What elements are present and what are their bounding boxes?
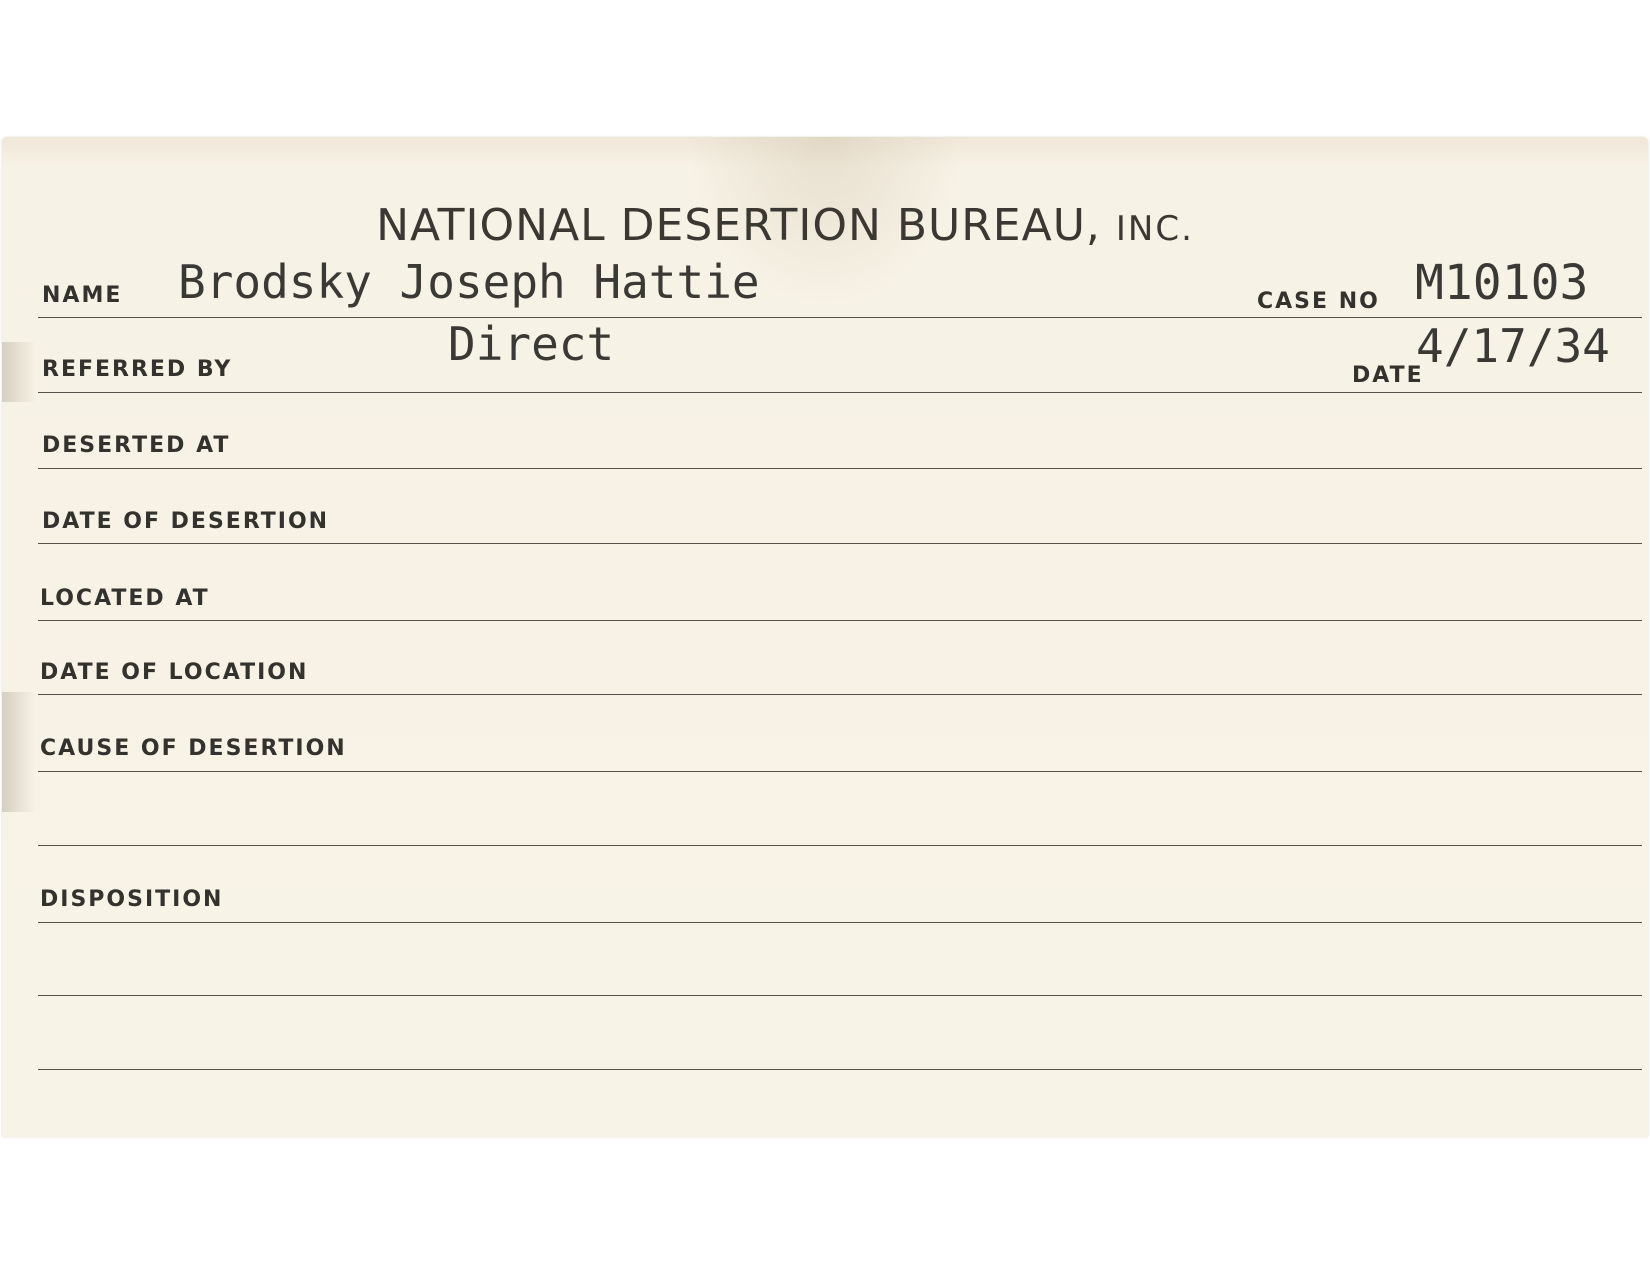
located-at-line — [38, 620, 1642, 621]
referred-by-value: Direct — [448, 317, 615, 371]
referred-by-label: REFERRED BY — [42, 357, 233, 382]
date-of-location-label: DATE OF LOCATION — [40, 660, 309, 685]
located-at-label: LOCATED AT — [40, 586, 210, 611]
disposition-label: DISPOSITION — [40, 887, 224, 912]
date-of-desertion-label: DATE OF DESERTION — [42, 509, 330, 534]
referred-by-line — [38, 392, 1642, 393]
name-label: NAME — [42, 283, 123, 308]
date-of-location-line — [38, 694, 1642, 695]
deserted-at-label: DESERTED AT — [42, 433, 231, 458]
case-no-value: M10103 — [1415, 255, 1589, 311]
case-no-label: CASE NO — [1257, 289, 1380, 314]
date-value: 4/17/34 — [1416, 319, 1610, 373]
card-title — [2, 200, 1648, 251]
disposition-line-2 — [38, 995, 1642, 996]
deserted-at-line — [38, 468, 1642, 469]
left-edge-shadow — [2, 692, 36, 812]
card-title-suffix: INC. — [1115, 209, 1194, 249]
index-card — [2, 137, 1648, 1137]
cause-of-desertion-label: CAUSE OF DESERTION — [40, 736, 347, 761]
name-value: Brodsky Joseph Hattie — [178, 255, 760, 309]
card-title-main: NATIONAL DESERTION BUREAU, — [376, 200, 1101, 251]
cause-of-desertion-line — [38, 771, 1642, 772]
left-edge-shadow — [2, 342, 36, 402]
cause-of-desertion-line-2 — [38, 845, 1642, 846]
disposition-line-3 — [38, 1069, 1642, 1070]
date-of-desertion-line — [38, 543, 1642, 544]
name-line — [38, 317, 1642, 318]
disposition-line — [38, 922, 1642, 923]
date-label: DATE — [1352, 363, 1424, 388]
